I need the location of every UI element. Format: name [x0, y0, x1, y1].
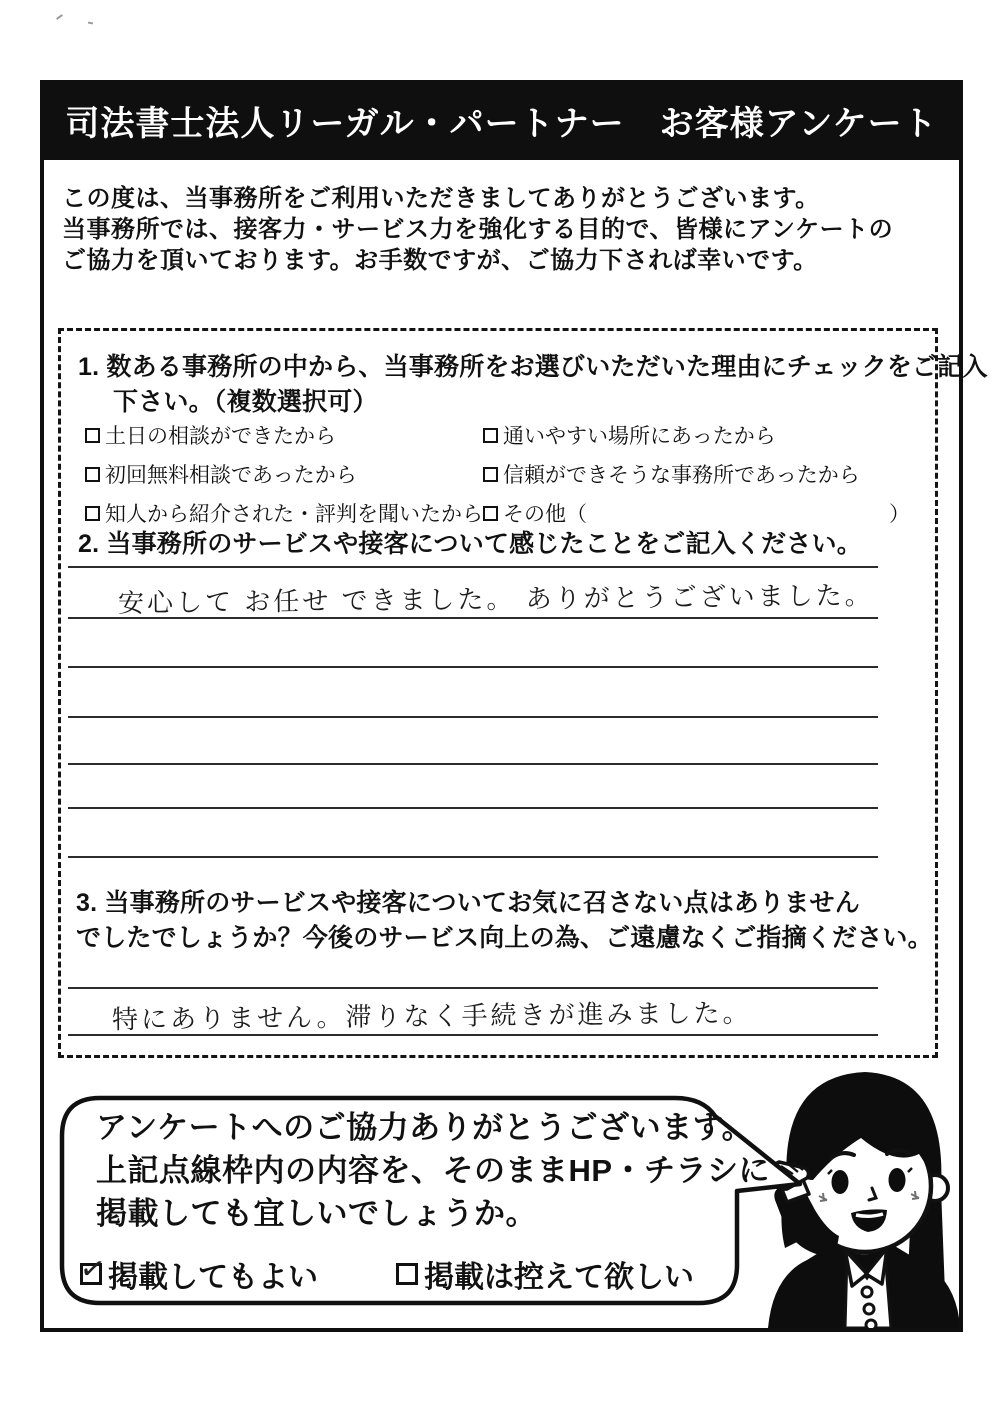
- handwritten-check-icon: ✓: [77, 1250, 108, 1289]
- checkbox-referral-reputation[interactable]: [85, 506, 100, 521]
- checkbox-weekend-consult[interactable]: [85, 428, 100, 443]
- option-other[interactable]: [483, 498, 910, 528]
- option-label: 信頼ができそうな事務所であったから: [503, 464, 860, 487]
- question1-heading-line1: 1. 数ある事務所の中から、当事務所をお選びいただいた理由にチェックをご記入: [78, 353, 988, 381]
- option-label: 土日の相談ができたから: [105, 425, 336, 448]
- checkbox-do-not-publish[interactable]: [396, 1263, 418, 1285]
- consent-label-ok: 掲載してもよい: [108, 1261, 318, 1294]
- answer-line: [68, 763, 878, 765]
- consent-label-no: 掲載は控えて欲しい: [424, 1261, 694, 1294]
- intro-paragraph: [62, 183, 922, 276]
- bubble-text: [96, 1106, 771, 1235]
- checkbox-other[interactable]: [483, 506, 498, 521]
- bubble-line: アンケートへのご協力ありがとうございます。: [96, 1110, 754, 1145]
- shirt-button: [864, 1304, 874, 1314]
- question2-handwritten-answer: 安心して お任せ できました。 ありがとうございました。: [117, 580, 874, 618]
- question1-options: [85, 420, 910, 528]
- eye-right: [889, 1168, 906, 1192]
- bubble-line: 上記点線枠内の内容を、そのままHP・チラシに: [96, 1153, 771, 1188]
- question2-heading: 2. 当事務所のサービスや接客について感じたことをご記入ください。: [78, 530, 862, 558]
- checkbox-convenient-location[interactable]: [483, 428, 498, 443]
- option-label: 初回無料相談であったから: [105, 464, 357, 487]
- option-free-first-consult[interactable]: [85, 459, 483, 489]
- question3-heading: [76, 886, 933, 956]
- question1-heading: [78, 350, 988, 420]
- header-bar: [40, 80, 963, 160]
- publication-consent-options: [77, 1250, 694, 1296]
- option-label: 知人から紹介された・評判を聞いたから: [105, 503, 483, 526]
- bubble-line: 掲載しても宜しいでしょうか。: [96, 1196, 537, 1231]
- answer-line: [68, 987, 878, 989]
- scan-artifact: [88, 22, 93, 25]
- question3-handwritten-answer: 特にありません。滞りなく手続きが進みました。: [111, 997, 752, 1035]
- option-weekend-consult[interactable]: [85, 420, 483, 450]
- answer-line: [68, 856, 878, 858]
- page-title: 司法書士法人リーガル・パートナー お客様アンケート: [65, 104, 938, 143]
- option-label-close-paren: ）: [889, 503, 910, 526]
- option-convenient-location[interactable]: [483, 420, 910, 450]
- answer-line: [68, 716, 878, 718]
- option-label: その他（: [503, 503, 587, 526]
- answer-line: [68, 807, 878, 809]
- intro-line: この度は、当事務所をご利用いただきましてありがとうございます。: [62, 185, 820, 212]
- answer-line: [68, 566, 878, 568]
- question3-heading-line2: でしたでしょうか？今後のサービス向上の為、ご遠慮なくご指摘ください。: [76, 924, 933, 952]
- option-label: 通いやすい場所にあったから: [503, 425, 776, 448]
- checkbox-ok-to-publish[interactable]: [77, 1250, 108, 1289]
- checkbox-free-first-consult[interactable]: [85, 467, 100, 482]
- eye-left: [832, 1170, 849, 1194]
- option-trustworthy-office[interactable]: [483, 459, 910, 489]
- option-referral-reputation[interactable]: [85, 498, 483, 528]
- shirt-button: [862, 1287, 872, 1297]
- shirt-button: [866, 1320, 876, 1328]
- answer-line: [68, 666, 878, 668]
- question3-heading-line1: 3. 当事務所のサービスや接客についてお気に召さない点はありません: [76, 889, 860, 917]
- checkbox-trustworthy-office[interactable]: [483, 467, 498, 482]
- intro-line: ご協力を頂いております。お手数ですが、ご協力下されば幸いです。: [62, 247, 818, 274]
- intro-line: 当事務所では、接客力・サービス力を強化する目的で、皆様にアンケートの: [62, 216, 894, 243]
- scan-artifact: [56, 14, 63, 20]
- question1-heading-line2: 下さい。（複数選択可）: [113, 388, 378, 416]
